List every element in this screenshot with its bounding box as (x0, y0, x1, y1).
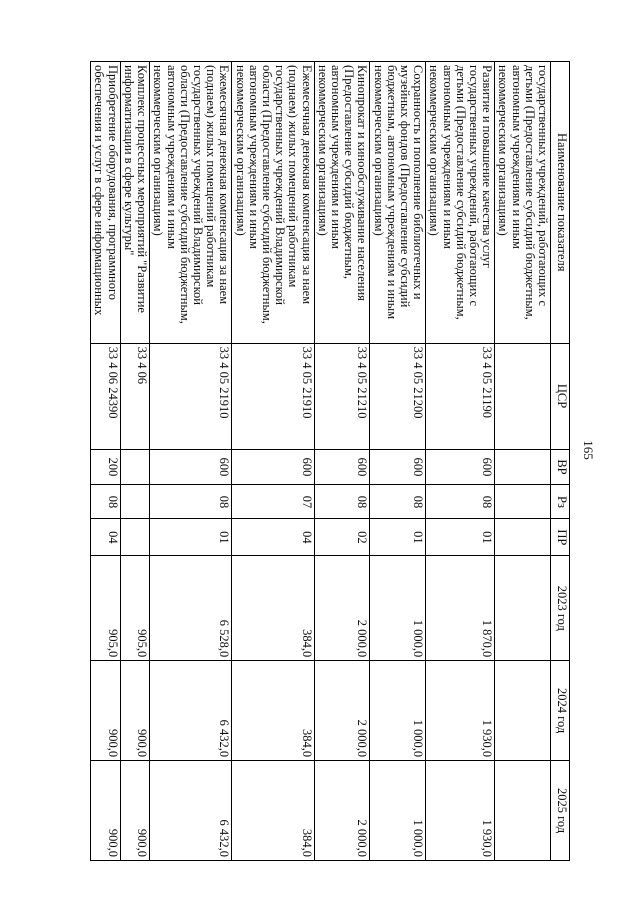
cell-csr: 33 4 05 21210 (314, 343, 370, 449)
table-row (426, 62, 495, 861)
cell-2023: 905,0 (120, 556, 149, 661)
cell-2023: 6 528,0 (150, 556, 232, 661)
cell-name: Сохранность и пополнение библиотечных и музейных фондов (Предоставление субсидий бюджетным, автономным учреждениям и иным некоммерческим организациям) (370, 62, 426, 344)
cell-2023: 2 000,0 (314, 556, 370, 661)
cell-2025: 1 930,0 (426, 761, 495, 861)
cell-csr: 33 4 05 21200 (370, 343, 426, 449)
table-row (150, 62, 232, 861)
header-2025: 2025 год (551, 761, 570, 861)
cell-2024: 2 000,0 (314, 661, 370, 761)
cell-vr: 600 (314, 449, 370, 485)
cell-pr: 01 (370, 519, 426, 556)
cell-2025: 384,0 (232, 761, 314, 861)
header-pr: ПР (551, 519, 570, 556)
cell-csr (495, 343, 551, 449)
cell-2024: 6 432,0 (150, 661, 232, 761)
cell-vr: 600 (426, 449, 495, 485)
cell-rz: 08 (314, 485, 370, 519)
cell-pr (495, 519, 551, 556)
cell-2024: 384,0 (232, 661, 314, 761)
cell-name: Ежемесячная денежная компенсация за наем (поднаем) жилых помещений работникам государственных учреждений Владимирской области (Предоставление субсидий бюджетным, автономным учреждениям и иным некоммерческим организациям) (232, 62, 314, 344)
cell-name: Кинопрокат и кинообслуживание населения (Предоставление субсидий бюджетным, автономным учреждениям и иным некоммерческим организациям) (314, 62, 370, 344)
cell-2025: 900,0 (120, 761, 149, 861)
budget-table-rotated (58, 61, 570, 861)
cell-rz (495, 485, 551, 519)
cell-pr: 01 (150, 519, 232, 556)
cell-pr: 02 (314, 519, 370, 556)
cell-2025 (495, 761, 551, 861)
cell-csr: 33 4 06 24390 (91, 343, 120, 449)
cell-vr (120, 449, 149, 485)
page-number: 165 (580, 440, 596, 460)
cell-csr: 33 4 05 21190 (426, 343, 495, 449)
table-row (91, 62, 120, 861)
cell-csr: 33 4 05 21910 (150, 343, 232, 449)
cell-name: Ежемесячная денежная компенсация за наем (поднаем) жилых помещений работникам государственных учреждений Владимирской области (Предоставление субсидий бюджетным, автономным учреждениям и иным некоммерческим организациям) (150, 62, 232, 344)
cell-rz: 08 (91, 485, 120, 519)
cell-2025: 1 000,0 (370, 761, 426, 861)
cell-rz (120, 485, 149, 519)
header-vr: ВР (551, 449, 570, 485)
cell-2025: 6 432,0 (150, 761, 232, 861)
cell-vr: 200 (91, 449, 120, 485)
cell-rz: 08 (370, 485, 426, 519)
header-name: Наименование показателя (551, 62, 570, 344)
cell-2025: 900,0 (91, 761, 120, 861)
header-csr: ЦСР (551, 343, 570, 449)
header-2024: 2024 год (551, 661, 570, 761)
table-row (314, 62, 370, 861)
cell-pr (120, 519, 149, 556)
cell-name: Развитие и повышение качества услуг государственных учреждений, работающих с детьми (Предоставление субсидий бюджетным, автономным учреждениям и иным некоммерческим организациям) (426, 62, 495, 344)
table-row (120, 62, 149, 861)
cell-rz: 07 (232, 485, 314, 519)
cell-rz: 08 (150, 485, 232, 519)
table-header-row (551, 62, 570, 861)
cell-2024: 1 930,0 (426, 661, 495, 761)
cell-2023 (495, 556, 551, 661)
cell-2023: 384,0 (232, 556, 314, 661)
cell-vr: 600 (232, 449, 314, 485)
cell-2024: 1 000,0 (370, 661, 426, 761)
cell-csr: 33 4 05 21910 (232, 343, 314, 449)
cell-2023: 905,0 (91, 556, 120, 661)
cell-vr (495, 449, 551, 485)
cell-pr: 01 (426, 519, 495, 556)
cell-vr: 600 (150, 449, 232, 485)
cell-name: Комплекс процессных мероприятий "Развитие информатизации в сфере культуры" (120, 62, 149, 344)
header-rz: Рз (551, 485, 570, 519)
table-row (370, 62, 426, 861)
table-row (232, 62, 314, 861)
table-row (495, 62, 551, 861)
cell-2024: 900,0 (91, 661, 120, 761)
cell-2024: 900,0 (120, 661, 149, 761)
cell-2023: 1 000,0 (370, 556, 426, 661)
cell-vr: 600 (370, 449, 426, 485)
cell-pr: 04 (232, 519, 314, 556)
cell-2025: 2 000,0 (314, 761, 370, 861)
cell-name: государственных учреждений, работающих с детьми (Предоставление субсидий бюджетным, автономным учреждениям и иным некоммерческим организациям) (495, 62, 551, 344)
budget-table (90, 61, 570, 861)
cell-rz: 08 (426, 485, 495, 519)
cell-csr: 33 4 06 (120, 343, 149, 449)
cell-pr: 04 (91, 519, 120, 556)
cell-2024 (495, 661, 551, 761)
cell-2023: 1 870,0 (426, 556, 495, 661)
header-2023: 2023 год (551, 556, 570, 661)
cell-name: Приобретение оборудования, программного обеспечения и услуг в сфере информационных (91, 62, 120, 344)
